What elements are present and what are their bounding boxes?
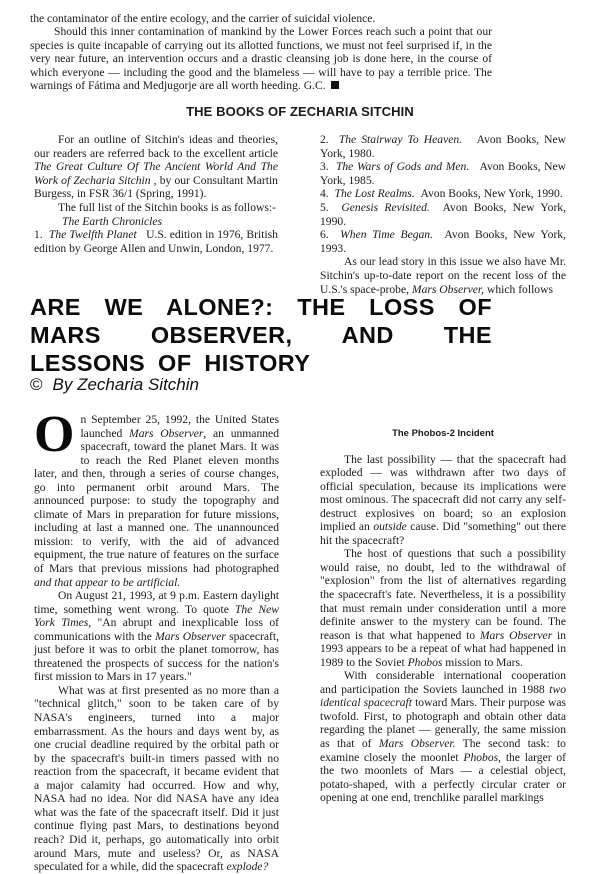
closing-paragraph: As our lead story in this issue we also have Mr. Sitchin's up-to-date report on the recent loss of the U.S.'s space-probe, Mars Observer, which follows bbox=[320, 255, 566, 296]
books-section-left-column bbox=[34, 133, 278, 255]
end-of-article-mark bbox=[331, 81, 339, 89]
book-item: 1. The Twelfth Planet U.S. edition in 1976, British edition by George Allen and Unwin, London, 1977. bbox=[34, 228, 278, 255]
article-left-column bbox=[34, 406, 279, 874]
signature: G.C. bbox=[303, 79, 326, 93]
copyright-symbol: © bbox=[30, 375, 43, 394]
series-title: The Earth Chronicles bbox=[62, 214, 163, 228]
article-right-column bbox=[320, 413, 566, 805]
paragraph: The host of questions that such a possibility would raise, no doubt, led to the withdrawal of "explosion" from the list of alternatives regarding the spacecraft's fate. Nevertheless, it is a possibility that must remain under consideration until a more definite answer to the mystery can be found. The reason is that what happened to Mars Observer in 1993 appears to be a repeat of what had happened in 1989 to the Soviet Phobos mission to Mars. bbox=[320, 547, 566, 669]
byline bbox=[30, 375, 199, 395]
paragraph: What was at first presented as no more than a "technical glitch," soon to be taken care of by NASA's engineers, turned into a major embarrassment. As the hours and days went by, as one crucial deadline required by the orbital path or by the spacecraft's built-in timers passed with no reaction from the spacecraft, it became evident that a major calamity had occurred. How and why, NASA had no idea. Nor did NASA have any idea what was the fate of the spacecraft itself. Did it just continue flying past Mars, to destinations beyond reach? Did it, perhaps, go automatically into orbit around Mars, mute and useless? Or, as NASA speculated for a while, did the spacecraft explode? bbox=[34, 683, 279, 874]
previous-article-ending bbox=[30, 12, 492, 92]
author: By Zecharia Sitchin bbox=[52, 375, 199, 394]
article-reference: The Great Culture Of The Ancient World And The Work of Zecharia Sitchin bbox=[34, 160, 278, 187]
paragraph: On August 21, 1993, at 9 p.m. Eastern daylight time, something went wrong. To quote The New York Times, "An abrupt and inexplicable loss of communications with the Mars Observer spacecraft, just before it was to orbit the planet tomorrow, has threatened the prospects of success for the nation's first mission to Mars in 17 years." bbox=[34, 589, 279, 684]
paragraph: Should this inner contamination of mankind by the Lower Forces reach such a point that our species is quite incapable of carrying out its allotted functions, we must not feel surprised if, in the very near future, an intervention occurs and a drastic cleansing job is done here, in the course of which everyone — including the good and the blameless — will have to pay a terrible price. The warnings of Fátima and Medjugorje are all worth heeding. G.C. bbox=[30, 25, 492, 93]
books-section-right-column bbox=[320, 133, 566, 296]
paragraph: the contaminator of the entire ecology, and the carrier of suicidal violence. bbox=[30, 12, 376, 25]
book-item: 3. The Wars of Gods and Men. Avon Books, New York, 1985. bbox=[320, 160, 566, 187]
book-item: 5. Genesis Revisited. Avon Books, New York, 1990. bbox=[320, 200, 566, 228]
intro-paragraph: For an outline of Sitchin's ideas and theories, our readers are referred back to the excellent article The Great Culture Of The Ancient World And The Work of Zecharia Sitchin , by our Consultant Martin Burgess, in FSR 36/1 (Spring, 1991). bbox=[34, 133, 278, 201]
paragraph: The last possibility — that the spacecraft had exploded — was withdrawn after two days of official speculation, because its implications were most ominous. The spacecraft did not carry any self-destruct explosives on board; so an explosion implied an outside cause. Did "something" out there hit the spacecraft? bbox=[320, 452, 566, 547]
book-item: 2. The Stairway To Heaven. Avon Books, New York, 1980. bbox=[320, 133, 567, 160]
book-item: 4. The Lost Realms. Avon Books, New York, 1990. bbox=[320, 187, 563, 201]
paragraph: On September 25, 1992, the United States launched Mars Observer, an unmanned spacecraft, toward the planet Mars. It was to reach the Red Planet eleven months later, and then, through a series of course changes, go into permanent orbit around Mars. The announced purpose: to study the topography and climate of Mars in preparation for future missions, including at last a manned one. The unannounced mission: to verify, with the aid of advanced equipment, the true nature of features on the surface of Mars that previous missions had photographed and that appear to be artificial. bbox=[34, 406, 279, 589]
paragraph: With considerable international cooperation and participation the Soviets launched in 1988 two identical spacecraft toward Mars. Their purpose was twofold. First, to photograph and obtain other data regarding the planet — generally, the same mission as that of Mars Observer. The second task: to examine closely the moonlet Phobos, the larger of the two moonlets of Mars — a celestial object, potato-shaped, with a perfectly circular crater or opening at one end, trenchlike parallel markings bbox=[320, 669, 567, 805]
drop-cap: O bbox=[34, 406, 75, 463]
books-section-heading: THE BOOKS OF ZECHARIA SITCHIN bbox=[186, 104, 414, 119]
list-intro: The full list of the Sitchin books is as follows:- bbox=[58, 200, 277, 214]
article-title: ARE WE ALONE?: THE LOSS OF MARS OBSERVER, AND THE LESSONS OF HISTORY bbox=[30, 294, 492, 376]
book-item: 6. When Time Began. Avon Books, New York, 1993. bbox=[320, 228, 567, 255]
section-subheading: The Phobos-2 Incident bbox=[392, 428, 494, 439]
